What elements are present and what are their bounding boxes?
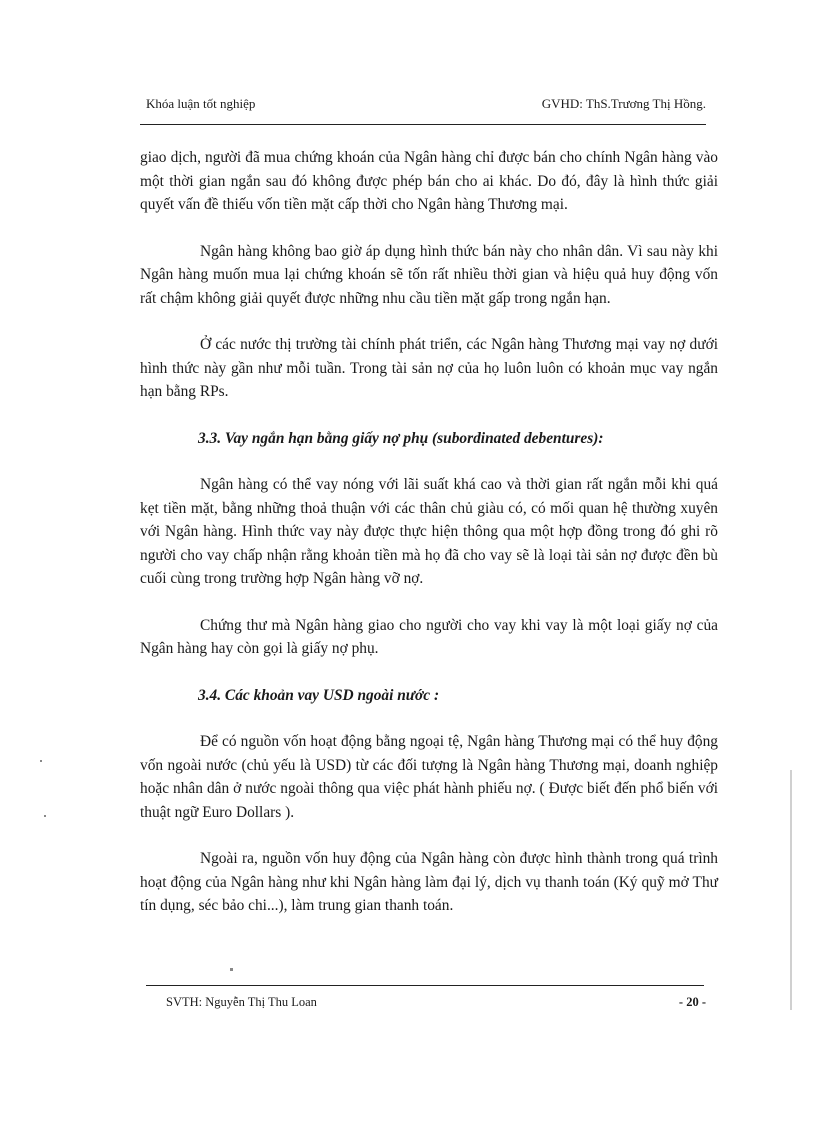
footer-student-name: SVTH: Nguyễn Thị Thu Loan: [166, 995, 317, 1009]
paragraph-4: Ngân hàng có thể vay nóng với lãi suất khá cao và thời gian rất ngắn mỗi khi quá kẹt tiền mặt, bằng những thoả thuận với các thân chủ giàu có, có mối quan hệ thường xuyên với Ngân hàng. Hình thức vay này được thực hiện thông qua một hợp đồng trong đó ghi rõ người cho vay chấp nhận rằng khoản tiền mà họ đã cho vay sẽ là loại tài sản nợ được đền bù cuối cùng trong trường hợp Ngân hàng vỡ nợ.: [140, 476, 718, 587]
scan-edge-line: [790, 770, 792, 1010]
paragraph-2: Ngân hàng không bao giờ áp dụng hình thức bán này cho nhân dân. Vì sau này khi Ngân hàng muốn mua lại chứng khoán sẽ tốn rất nhiều thời gian và hiệu quả huy động vốn rất chậm không giải quyết được những nhu cầu tiền mặt gấp trong ngắn hạn.: [140, 242, 718, 307]
page-footer: [166, 995, 706, 1010]
paragraph-7: Ngoài ra, nguồn vốn huy động của Ngân hàng còn được hình thành trong quá trình hoạt động của Ngân hàng như khi Ngân hàng làm đại lý, dịch vụ thanh toán (Ký quỹ mở Thư tín dụng, séc bảo chi...), làm trung gian thanh toán.: [140, 850, 718, 914]
page-body: [140, 146, 718, 941]
scan-speck: [230, 968, 233, 971]
paragraph-6: Để có nguồn vốn hoạt động bằng ngoại tệ, Ngân hàng Thương mại có thể huy động vốn ngoài nước (chủ yếu là USD) từ các đối tượng là Ngân hàng Thương mại, doanh nghiệp hoặc nhân dân ở nước ngoài thông qua việc phát hành phiếu nợ. ( Được biết đến phổ biến với thuật ngữ Euro Dollars ).: [140, 733, 718, 821]
paragraph-5: Chứng thư mà Ngân hàng giao cho người cho vay khi vay là một loại giấy nợ của Ngân hàng hay còn gọi là giấy nợ phụ.: [140, 616, 718, 657]
paragraph-1: giao dịch, người đã mua chứng khoán của Ngân hàng chỉ được bán cho chính Ngân hàng vào một thời gian ngắn sau đó không được phép bán cho ai khác. Do đó, đây là hình thức giải quyết vấn đề thiếu vốn tiền mặt cấp thời cho Ngân hàng Thương mại.: [140, 149, 718, 213]
scan-speck: [40, 760, 42, 762]
scan-speck: [44, 815, 46, 817]
page-header: [146, 96, 706, 112]
footer-divider: [146, 985, 704, 986]
paragraph-3: Ở các nước thị trường tài chính phát triển, các Ngân hàng Thương mại vay nợ dưới hình thức này gần như mỗi tuần. Trong tài sản nợ của họ luôn luôn có khoản mục vay ngắn hạn bằng RPs.: [140, 336, 718, 400]
header-thesis-title: Khóa luận tốt nghiệp: [146, 96, 256, 111]
section-heading-3-3: 3.3. Vay ngắn hạn bằng giấy nợ phụ (subordinated debentures):: [198, 429, 604, 447]
section-heading-3-4: 3.4. Các khoản vay USD ngoài nước :: [198, 686, 440, 704]
page-number: - 20 -: [678, 995, 706, 1009]
header-advisor: GVHD: ThS.Trương Thị Hồng.: [541, 96, 706, 111]
header-divider: [140, 124, 706, 125]
